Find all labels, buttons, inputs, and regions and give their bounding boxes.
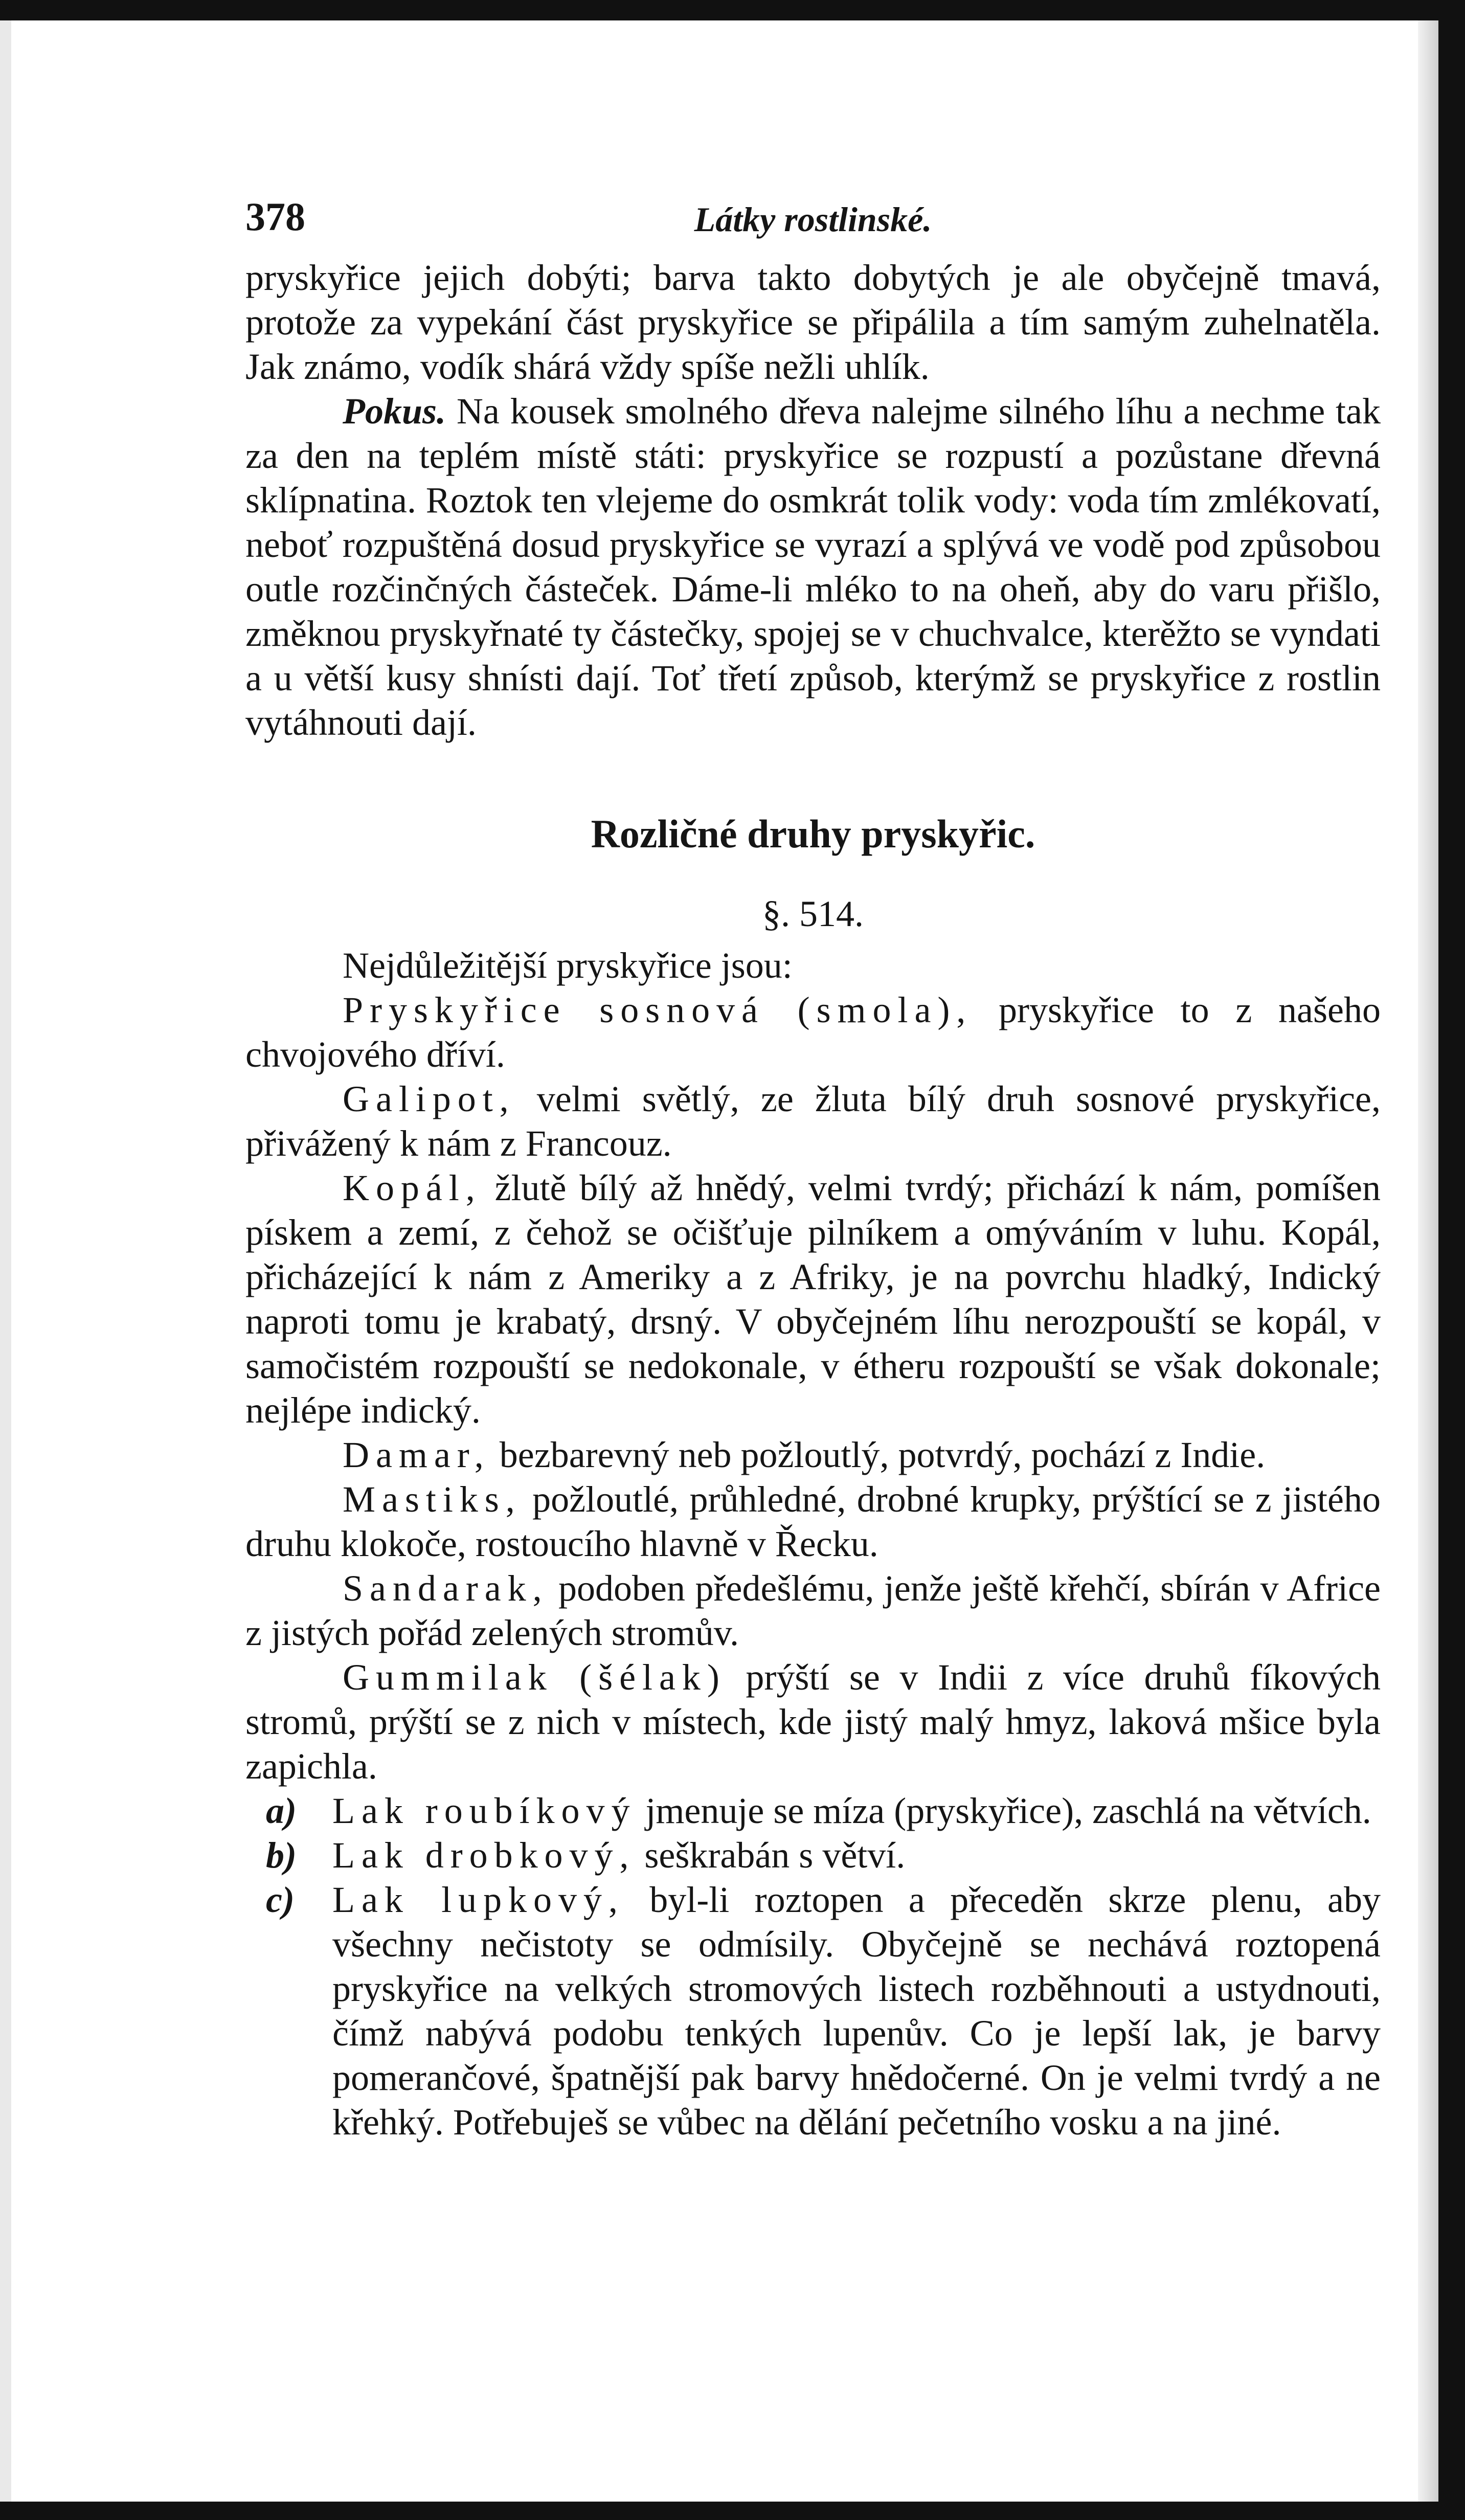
resin-entry xyxy=(245,1166,1381,1433)
resin-entry xyxy=(245,1655,1381,1789)
resin-description: velmi světlý, ze žluta bílý druh sosnové pryskyřice, přivážený k nám z Francouz. xyxy=(245,1078,1381,1164)
page-number: 378 xyxy=(245,194,305,239)
resin-description: požloutlé, průhledné, drobné krupky, prýštící se z jistého druhu klokoče, rostoucího hlavně v Řecku. xyxy=(245,1479,1381,1564)
lac-list-item xyxy=(245,1833,1381,1878)
scan-border-right xyxy=(1438,0,1465,2520)
page-left-edge xyxy=(0,0,11,2520)
resin-entry xyxy=(245,1477,1381,1566)
resin-term: Galipot, xyxy=(343,1078,515,1119)
lac-list-item xyxy=(245,1789,1381,1833)
scan-border-top xyxy=(0,0,1465,20)
pokus-text: Na kousek smolného dřeva nalejme silného líhu a nechme tak za den na teplém místě státi: pryskyřice se rozpustí a pozůstane dřevná sklípnatina. Roztok ten vlejeme do osmkrát tolik vody: voda tím zmlékovatí, neboť rozpuštěná dosud pryskyřice se vyrazí a splývá ve vodě pod způsobou outle rozčinčných částeček. Dáme-li mléko to na oheň, aby do varu přišlo, změknou pryskyřnaté ty částečky, spojej se v chuchvalce, kterěžto se vyndati a u větší kusy shnísti dají. Toť třetí způsob, kterýmž se pryskyřice z rostlin vytáhnouti dají. xyxy=(245,391,1381,743)
resin-description: bezbarevný neb požloutlý, potvrdý, pochází z Indie. xyxy=(490,1434,1266,1475)
list-marker: b) xyxy=(266,1835,297,1876)
lac-description: byl-li roztopen a přeceděn skrze plenu, aby všechny nečistoty se odmísily. Obyčejně se nechává roztopená pryskyřice na velkých stromových listech rozběhnouti a ustydnouti, čímž nabývá podobu tenkých lupenův. Co je lepší lak, je barvy pomerančové, špatnější pak barvy hnědočerné. On je velmi tvrdý a ne křehký. Potřebuješ se vůbec na dělání pečetního vosku a na jiné. xyxy=(332,1879,1381,2143)
pokus-label: Pokus. xyxy=(343,391,446,432)
resin-description: podoben předešlému, jenže ještě křehčí, sbírán v Africe z jistých pořád zelených stromův. xyxy=(245,1568,1381,1653)
resin-description: pryskyřice to z našeho chvojového dříví. xyxy=(245,989,1381,1075)
running-title: Látky rostlinské. xyxy=(694,200,932,239)
resin-term: Sandarak, xyxy=(343,1568,549,1609)
list-marker: c) xyxy=(266,1879,295,1920)
lac-term: Lak drobkový, xyxy=(332,1835,636,1876)
resin-description: žlutě bílý až hnědý, velmi tvrdý; přichází k nám, pomíšen pískem a zemí, z čehož se očišťuje pilníkem a omýváním v luhu. Kopál, přicházející k nám z Ameriky a z Afriky, je na povrchu hladký, Indický naproti tomu je krabatý, drsný. V obyčejném líhu nerozpouští se kopál, v samočistém rozpouští se nedokonale, v étheru rozpouští se však dokonale; nejlépe indický. xyxy=(245,1167,1381,1431)
resin-entry xyxy=(245,988,1381,1077)
resin-term: Pryskyřice sosnová (smola), xyxy=(343,989,973,1030)
resin-term: Kopál, xyxy=(343,1167,482,1208)
lac-list-item xyxy=(245,1878,1381,2145)
lac-term: Lak lupkový, xyxy=(332,1879,624,1920)
resin-term: Mastiks, xyxy=(343,1479,522,1520)
scan-border-bottom xyxy=(0,2502,1465,2520)
resin-term: Damar, xyxy=(343,1434,490,1475)
paragraph-pokus xyxy=(245,389,1381,745)
list-marker: a) xyxy=(266,1790,297,1831)
resin-entry xyxy=(245,1077,1381,1166)
section-number: §. 514. xyxy=(762,893,864,934)
resin-term: Gummilak (šélak) xyxy=(343,1657,726,1698)
running-head xyxy=(245,194,1381,256)
resin-entry xyxy=(245,1433,1381,1477)
section-intro: Nejdůležitější pryskyřice jsou: xyxy=(343,945,793,986)
resin-entry xyxy=(245,1566,1381,1655)
lac-term: Lak roubíkový xyxy=(332,1790,637,1831)
section-heading: Rozličné druhy pryskyřic. xyxy=(591,812,1035,856)
lac-description: seškrabán s větví. xyxy=(635,1835,906,1876)
page-content xyxy=(245,194,1381,2145)
paragraph-continuation: pryskyřice jejich dobýti; barva takto dobytých je ale obyčejně tmavá, protože za vypekání část pryskyřice se připálila a tím samým zuhelnatěla. Jak známo, vodík shárá vždy spíše nežli uhlík. xyxy=(245,257,1381,387)
resin-description: prýští se v Indii z více druhů fíkových stromů, prýští se z nich v místech, kde jistý malý hmyz, laková mšice byla zapichla. xyxy=(245,1657,1381,1787)
page-right-shadow xyxy=(1418,20,1438,2520)
lac-description: jmenuje se míza (pryskyřice), zaschlá na větvích. xyxy=(636,1790,1371,1831)
